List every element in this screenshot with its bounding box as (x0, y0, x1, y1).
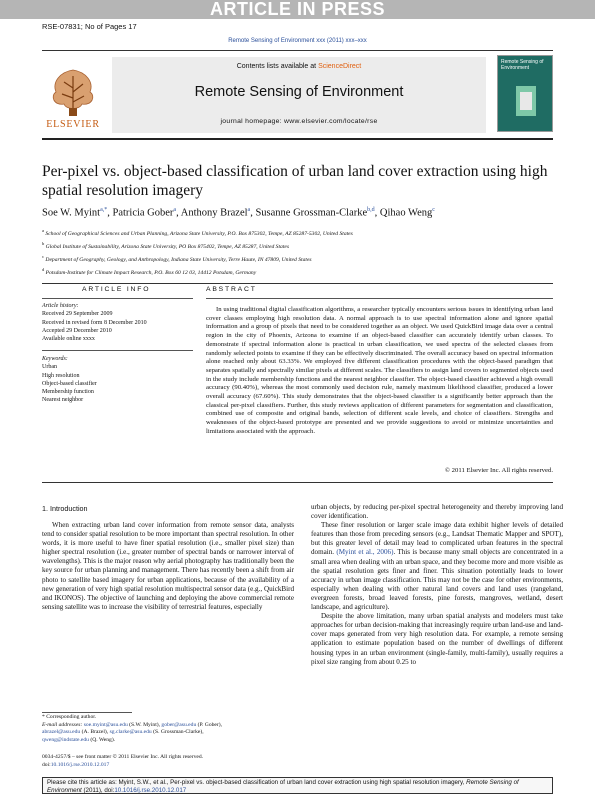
email-link[interactable]: sg.clarke@asu.edu (109, 729, 152, 736)
history-item: Received in revised form 8 December 2010 (42, 319, 147, 326)
author-name[interactable]: Qihao Weng (379, 207, 433, 219)
article-in-press-banner (0, 0, 595, 19)
body-left-column (42, 521, 294, 612)
info-top-rule (42, 283, 553, 284)
affiliation-text: Global Institute of Sustainability, Arizona State University, PO Box 875402, Tempe, AZ 85287, United States (45, 244, 290, 251)
email-owner: (P. Gober), (196, 721, 223, 728)
manuscript-id: RSE-07831; No of Pages 17 (42, 22, 137, 31)
journal-name: Remote Sensing of Environment (194, 84, 404, 100)
cite-journal: Remote Sensing of Environment (47, 779, 519, 794)
paragraph: urban objects, by reducing per-pixel spectral heterogeneity and thereby improving land cover identification. (311, 503, 563, 521)
issn-line: 0034-4257/$ – see front matter © 2011 Elsevier Inc. All rights reserved. (42, 754, 204, 760)
email-owner: (Q. Weng). (88, 737, 116, 744)
author-sep: , (176, 207, 181, 219)
history-item: Received 29 September 2009 (42, 311, 113, 318)
email-addresses (42, 722, 294, 745)
cite-text: Please cite this article as: Myint, S.W., et al., Per-pixel vs. object-based classification of urban land cover extraction using high spatial resolution imagery, (47, 779, 467, 786)
footnotes (42, 714, 294, 745)
author-sup[interactable]: b,d (367, 207, 375, 213)
affiliation-item (42, 239, 562, 252)
history-item: Available online xxxx (42, 336, 95, 343)
email-owner: (S. Grossman-Clarke), (151, 729, 204, 736)
keyword-item: Membership function (42, 389, 94, 396)
author-sup[interactable]: c (432, 207, 435, 213)
paragraph: When extracting urban land cover information from remote sensor data, analysts tend to consider spatial resolution to be more important than spectral resolution. In other words, it is more useful to have finer spatial resolution (i.e., smaller pixel size) than higher spectral resolution (i.e., greater number of spectral bands or narrower interval of wavelengths). This is the major reason why aerial photography has traditionally been the key source for urban planning and management. There has recently been a shift from air photo to satellite based imagery for urban applications, because of the availability of a new generation of very high spatial resolution multispectral sensor data (e.g., QuickBird and IKONOS). The objective of launching and deploying the above commercial remote sensing satellite was to increase the visibility of terrestrial features, especially (42, 521, 294, 611)
elsevier-tree-logo (42, 62, 104, 120)
email-link[interactable]: gober@asu.edu (161, 721, 197, 728)
paragraph: Despite the above limitation, many urban spatial analysts and modelers must take approaches for urban decision-making that increasingly require urban land-use and land-cover maps generated from very high resolution data. For example, a remote sensing application to estimate population based on the number of dwellings of different housing types in an urban environment (single-family, multi-family), usually requires a pixel size ranging from about 0.25 to (311, 612, 563, 666)
cover-art-icon (498, 56, 554, 133)
journal-citation-link[interactable]: Remote Sensing of Environment xxx (2011) xxx–xxx (228, 38, 367, 44)
masthead-rule (42, 138, 553, 140)
affiliation-sup: d (42, 267, 45, 273)
affiliation-sup: c (42, 254, 44, 260)
journal-homepage-link[interactable]: journal homepage: www.elsevier.com/locate/rse (220, 118, 378, 125)
affiliation-item (42, 226, 562, 239)
author-name[interactable]: Patricia Gober (112, 207, 174, 219)
author-name[interactable]: Susanne Grossman-Clarke (255, 207, 368, 219)
paragraph (311, 521, 563, 612)
cover-title: Remote Sensing of Environment (501, 59, 544, 71)
paragraph-text: These finer resolution or larger scale image data exhibit higher levels of detailed features than those from preceding sensors (e.g., Landsat Thematic Mapper and SPOT), but this greater level of detail may lead to complicated urban features in the spectral domain. (311, 521, 563, 557)
keywords-label: Keywords: (42, 356, 68, 362)
abstract-bottom-rule (42, 482, 553, 483)
email-owner: (A. Brazel), (80, 729, 110, 736)
affiliations (42, 226, 562, 279)
header-rule (42, 50, 553, 51)
abstract-copyright: © 2011 Elsevier Inc. All rights reserved. (444, 467, 553, 474)
author-list (42, 207, 435, 219)
citation-link[interactable]: (Myint et al., 2006) (336, 548, 394, 557)
doi-line (42, 762, 203, 770)
history-label: Article history: (42, 303, 79, 309)
author-sep: , (250, 207, 256, 219)
cite-text: (2011), doi: (81, 786, 115, 794)
affiliation-sup: a (42, 228, 44, 233)
sciencedirect-link[interactable]: ScienceDirect (318, 63, 362, 70)
please-cite-box (42, 777, 553, 794)
publisher-logo-text: ELSEVIER (46, 119, 100, 130)
keyword-item: High resolution (42, 372, 80, 379)
cite-doi-link[interactable]: 10.1016/j.rse.2010.12.017 (114, 786, 187, 794)
footnote-rule (42, 712, 132, 713)
affiliation-text: Potsdam-Institute for Climate Impact Research, P.O. Box 60 12 03, 14412 Potsdam, Germany (45, 270, 257, 277)
doi-prefix: doi: (42, 761, 51, 768)
affiliation-text: School of Geographical Sciences and Urban Planning, Arizona State University, P.O. Box 875302, Tempe, AZ 85287-5302, United States (45, 230, 353, 237)
affiliation-item (42, 252, 562, 265)
keywords (42, 355, 97, 405)
contents-line (112, 63, 486, 70)
keyword-item: Object-based classifier (42, 380, 97, 387)
section-heading-introduction: 1. Introduction (42, 504, 88, 513)
journal-cover-thumbnail (497, 55, 553, 132)
article-title: Per-pixel vs. object-based classification of urban land cover extraction using high spatial resolution imagery (42, 163, 548, 199)
abstract-heading: ABSTRACT (206, 286, 257, 293)
paragraph-text: . This is because many small objects are concentrated in a small area when dealing with an urban space, and they become more and more visible as the spatial resolution gets finer and finer. This situation potentially leads to lower accuracy in urban image classification. This may not be the case for other environments, especially when dealing with other natural land covers and land uses (rangeland, evergreen forests, broad leaved forests, pine forests, mangroves, wetland, desert landscape, and agriculture). (311, 548, 563, 612)
history-item: Accepted 29 December 2010 (42, 327, 112, 334)
author-sep: , (107, 207, 113, 219)
author-sup[interactable]: a (173, 207, 177, 213)
author-name[interactable]: Anthony Brazel (180, 207, 248, 219)
corresponding-author-note: * Corresponding author. (42, 714, 97, 720)
affiliation-text: Department of Geography, Geology, and Anthropology, Indiana State University, Terre Haute, IN 47809, United States (45, 257, 312, 264)
abstract-text: In using traditional digital classification algorithms, a researcher typically encounters serious issues in identifying urban land cover classes employing high resolution data. A normal approach is to use spectral information alone and ignore spatial information and a group of pixels that need to be considered together as an object. We used QuickBird image data over a central region in the city of Phoenix, Arizona to examine if an object-based classifier can accurately identify urban classes. To demonstrate if spectral information alone is practical in urban classification, we used spectra of the selected classes from randomly selected points to examine if they can be effectively discriminated. The overall accuracy based on spectral information alone reached only about 63.33%. We employed five different classification procedures with the object-based paradigm that separates spatially and spectrally similar pixels at different scales. The classifiers to assign land covers to segmented objects used in the study include membership functions and the nearest neighbor classifier. The object-based classifier achieved a high overall accuracy (90.40%), whereas the most commonly used decision rule, namely maximum likelihood classifier, produced a lower overall accuracy (67.60%). This study demonstrates that the object-based classifier is a significantly better approach than the classical per-pixel classifiers. Further, this study reviews application of different parameters for segmentation and classification, combined use of composite and original bands, selection of different scale levels, and choice of classifiers. Strengths and weaknesses of the object-based prototype are presented and we provide suggestions to avoid or minimize uncertainties and limitations associated with the approach. (206, 306, 553, 435)
email-owner: (S.W. Myint), (127, 721, 162, 728)
author-sep: , (374, 207, 380, 219)
email-link[interactable]: qweng@indstate.edu (42, 737, 89, 744)
affiliation-item (42, 265, 562, 278)
keywords-rule (42, 350, 193, 351)
issn-doi-block (42, 754, 203, 769)
body-right-column (311, 503, 563, 667)
affiliation-sup: b (42, 241, 45, 247)
article-info-heading: ARTICLE INFO (82, 286, 151, 293)
email-link[interactable]: soe.myint@asu.edu (83, 721, 128, 728)
contents-prefix: Contents lists available at (236, 63, 319, 70)
info-heading-rule (42, 298, 193, 299)
abstract-heading-rule (206, 298, 553, 299)
doi-link[interactable]: 10.1016/j.rse.2010.12.017 (50, 761, 110, 768)
author-sup[interactable]: a (247, 207, 251, 213)
author-name[interactable]: Soe W. Myint (42, 207, 101, 219)
keyword-item: Urban (42, 364, 57, 371)
banner-text: ARTICLE IN PRESS (209, 0, 386, 19)
author-sup[interactable]: a,* (100, 207, 108, 213)
email-link[interactable]: abrazel@asu.edu (42, 729, 81, 736)
email-label: E-mail addresses: (42, 721, 83, 728)
keyword-item: Nearest neighbor (42, 397, 84, 404)
article-history (42, 302, 147, 343)
